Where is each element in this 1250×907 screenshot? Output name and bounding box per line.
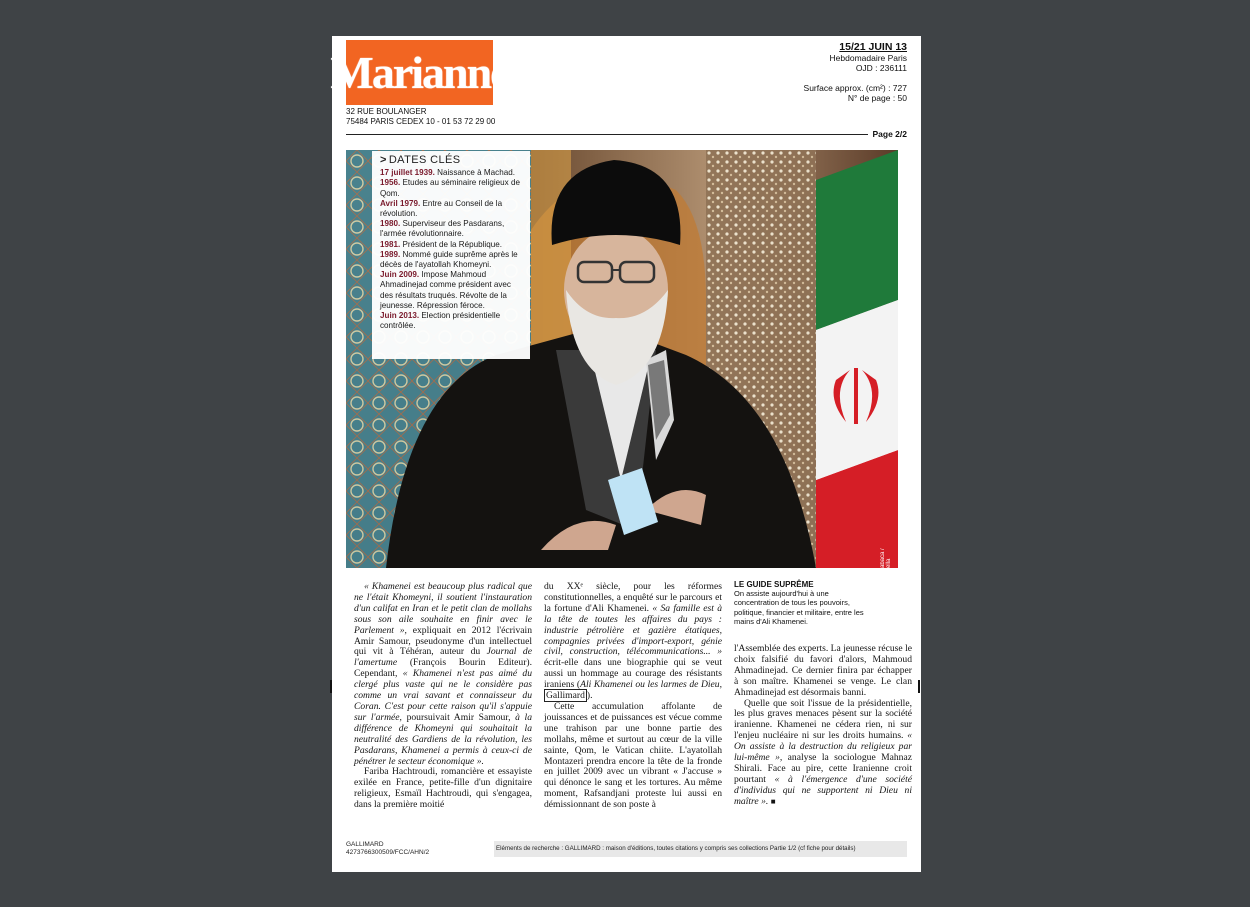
publisher-address [346,107,495,126]
key-date-text: Entre au Conseil de la révolution. [380,198,503,219]
article-paragraph: Cette accumulation affolante de jouissances et de puissances est vécue comme une trahison par une bonne partie des mollahs, même et surtout au cœur de la ville sainte, Qom, le Vatican chiite. L'ayatollah Montazeri prendra encore la tête de la fronde en juillet 2009 avec un vibrant « J'accuse » qui dénonce le sang et les tortures. Au même moment, Rafsandjani proteste lui aussi en démissionnant de son poste à [544,700,722,811]
press-clipping-page [332,36,921,872]
page-number: N° de page : 50 [847,93,907,103]
surface: Surface approx. (cm²) : 727 [803,83,907,93]
photo-caption [734,580,864,626]
key-date-year: Juin 2009. [380,270,420,280]
article-paragraph: Quelle que soit l'issue de la présidentielle, les plus graves menaces pèsent sur la société iranienne. Khamenei ne cédera rien, ni sur l'enjeu nucléaire ni sur les droits humains. « On assiste à la destruction du religieux par lui-même », analyse la sociologue Mahnaz Shirali. Face au pire, cette Iranienne croit pourtant « à l'émergence d'une société d'individus qui ne supportent ni Dieu ni maître ». ■ [734,697,912,807]
key-date-text: Superviseur des Pasdarans, l'armée révolutionnaire. [380,219,505,239]
article-column-2 [544,582,722,811]
footer-source [346,841,429,856]
key-dates-box [372,151,530,359]
logo-text: Marianne [330,46,509,98]
article-paragraph: du XXᵉ siècle, pour les réformes constitutionnelles, a enquêté sur le parcours et la fortune d'Ali Khamenei. « Sa famille est à la tête de toutes les affaires du pays : industrie pétrolière et gazière étatiques, compagnies privées d'import-export, génie civil, construction, télécommunications... » écrit-elle dans une biographie qui se veut aussi un hommage au courage des résistants iraniens (Ali Khamenei ou les larmes de Dieu, Gallimard ). [544,581,722,702]
article-paragraph: « Khamenei est beaucoup plus radical que ne l'était Khomeyni, il soutient l'instauration d'un califat en Iran et le petit clan de mollahs sous son aile souhaite en finir avec le Parlement », expliquait en 2012 l'écrivain Amir Samour, pseudonyme d'un intellectuel qui vit à Téhéran, auteur du Journal de l'amertume (François Bourin Editeur). Cependant, « Khamenei n'est pas aimé du clergé plus vaste qui ne le considère pas comme un vrai savant et connaisseur du Coran. C'est pour cette raison qu'il s'appuie sur l'armée, poursuivait Amir Samour, à la différence de Khomeyni qui souhaitait la neutralité des Gardiens de la révolution, les Pasdarans, Khamenei a permis à ceux-ci de pénétrer le secteur économique ». [354,581,533,767]
address-line-2: 75484 PARIS CEDEX 10 - 01 53 72 29 00 [346,116,496,126]
photo-credit: abaca / ella [880,548,892,568]
key-date-text: Nommé guide suprême après le décès de l'ayatollah Khomeyni. [380,249,518,270]
key-dates-title: > DATES CLÉS [380,154,461,166]
key-date-entry [380,240,524,250]
key-date-text: Etudes au séminaire religieux de Qom. [380,178,520,198]
portrait-photo [346,150,898,568]
key-date-entry [380,199,524,219]
key-date-text: Naissance à Machad. [437,168,515,178]
key-date-year: 1956. [380,178,401,188]
key-date-text: Impose Mahmoud Ahmadinejad comme président avec des résultats truqués. Révolte de la jeunesse. Répression féroce. [380,270,511,310]
key-date-entry [380,270,524,311]
search-elements-band: Eléments de recherche : GALLIMARD : maison d'éditions, toutes citations y compris ses collections Partie 1/2 (cf fiche pour détails) [494,841,907,857]
caption-title: LE GUIDE SUPRÊME [734,580,814,589]
article-column-1 [354,582,532,811]
key-date-entry [380,219,524,239]
article-column-3 [734,644,912,808]
ojd-count: OJD : 236111 [855,63,907,73]
key-date-entry [380,311,524,331]
article-paragraph: l'Assemblée des experts. La jeunesse récuse le choix falsifié du favori d'alors, Mahmoud Ahmadinejad. Ce dernier finira par échapper à son maître. Khamenei se venge. Le clan Ahmadinejad est désormais banni. [734,643,912,698]
chevron-right-icon: > [380,154,387,166]
key-date-entry [380,250,524,270]
key-date-year: 1980. [380,219,401,229]
publication-info [804,42,907,103]
crop-mark [330,680,332,693]
header-rule [346,134,868,135]
key-date-year: Juin 2013. [380,311,420,321]
end-mark-icon: ■ [770,796,776,806]
highlighted-keyword: Gallimard [546,690,585,702]
key-date-text: Président de la République. [402,239,502,249]
marianne-logo [330,40,509,105]
key-date-year: Avril 1979. [380,198,421,208]
crop-mark [918,680,920,693]
article-paragraph: Fariba Hachtroudi, romancière et essayiste exilée en France, petite-fille d'un dignitaire religieux, Esmaïl Hachtroudi, qui s'engagea, dans la première moitié [354,766,532,811]
frequency: Hebdomadaire Paris [829,53,907,63]
caption-text: On assiste aujourd'hui à une concentration de tous les pouvoirs, politique, financier et militaire, entre les mains d'Ali Khamenei. [734,589,864,626]
page-label: Page 2/2 [872,129,907,139]
key-dates-list [380,168,524,331]
key-date-year: 1989. [380,249,401,259]
key-date-entry [380,178,524,198]
footer-source-code: 4273766300509/FCC/AHN/2 [346,848,430,856]
key-date-entry [380,168,524,178]
issue-date: 15/21 JUIN 13 [839,41,907,53]
footer-source-name: GALLIMARD [346,841,384,848]
key-date-text: Election présidentielle contrôlée. [380,311,501,331]
key-date-year: 17 juillet 1939. [380,168,435,178]
address-line-1: 32 RUE BOULANGER [346,107,427,116]
key-date-year: 1981. [380,239,401,249]
